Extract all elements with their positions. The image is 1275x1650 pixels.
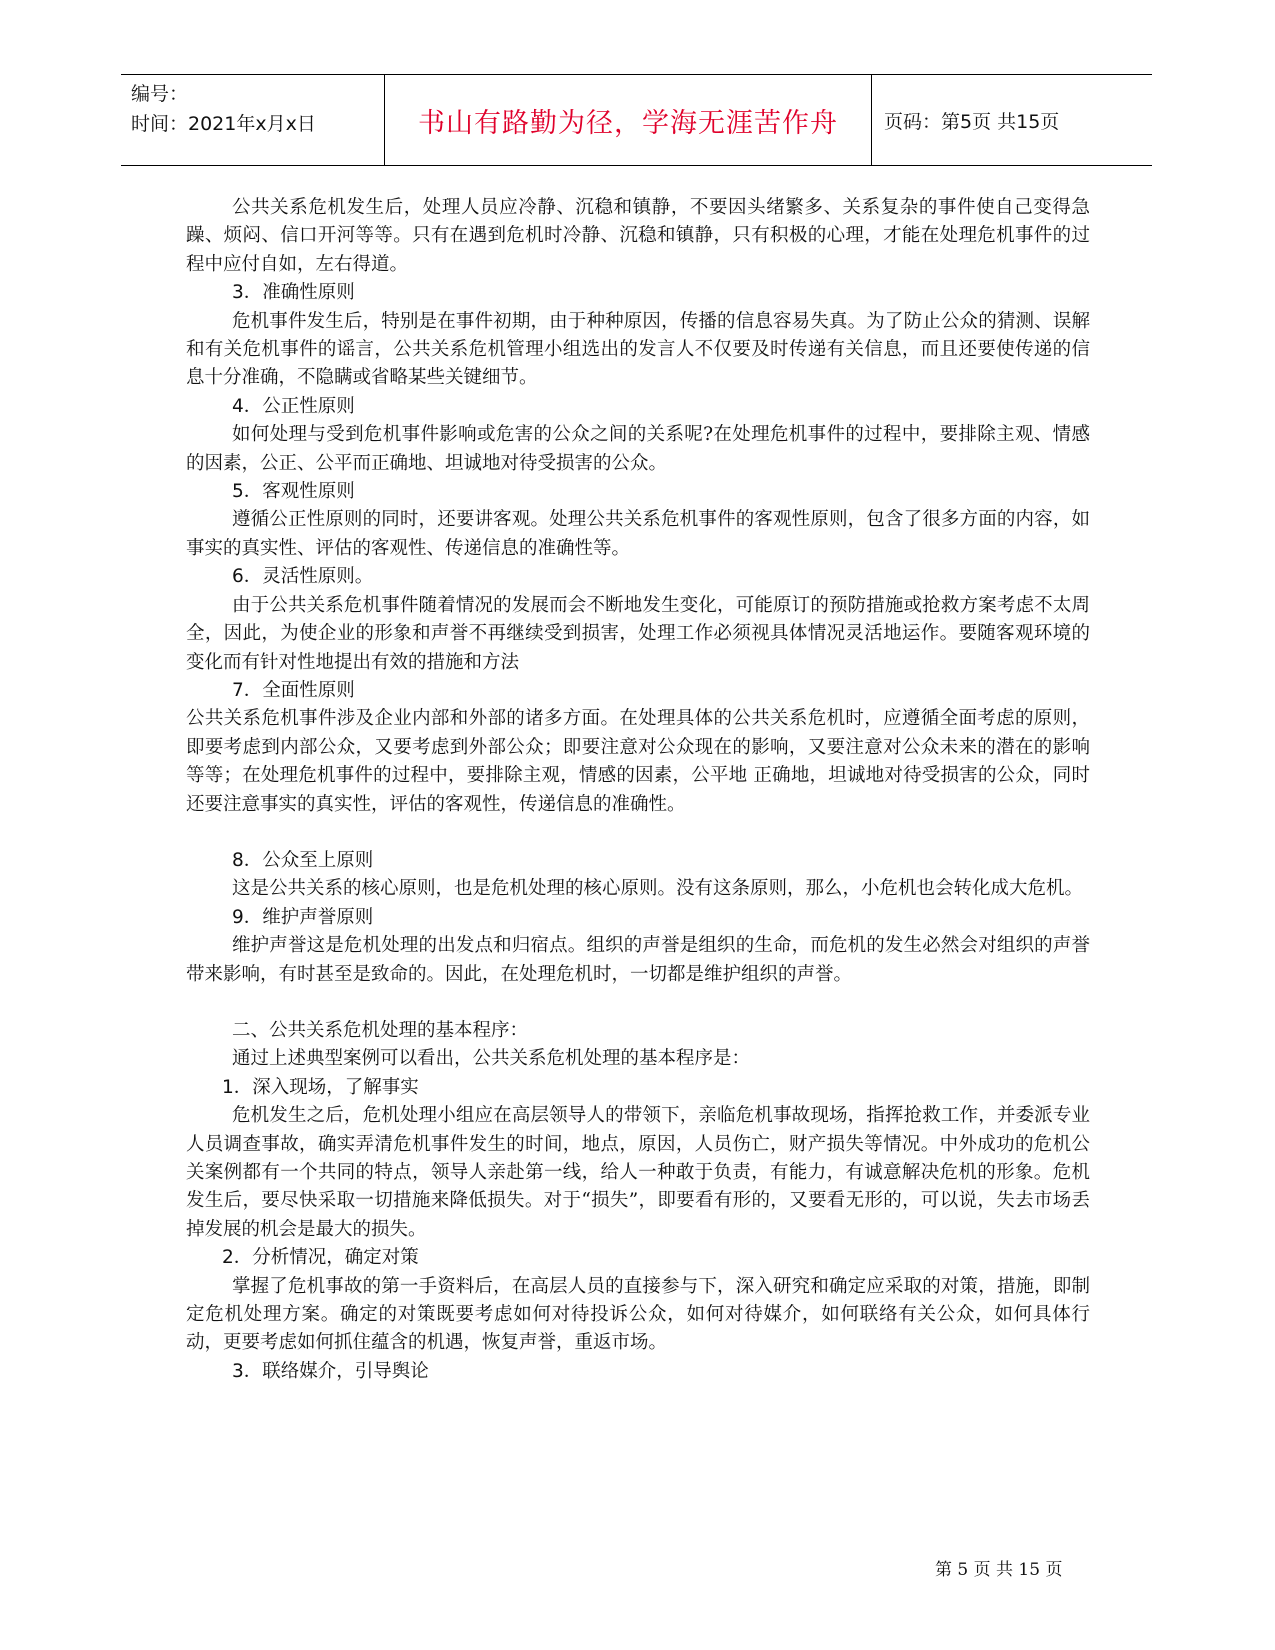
body-paragraph: 这是公共关系的核心原则，也是危机处理的核心原则。没有这条原则，那么，小危机也会转化成大危机。 (232, 878, 1084, 900)
section-heading: 5．客观性原则 (232, 481, 355, 503)
section-heading: 3．准确性原则 (232, 282, 355, 304)
page-header (121, 74, 1152, 166)
section-heading: 8．公众至上原则 (232, 849, 374, 871)
page-footer: 第 5 页 共 15 页 (935, 1560, 1063, 1580)
section-heading: 6．灵活性原则。 (232, 566, 374, 588)
section-heading: 4．公正性原则 (232, 395, 355, 417)
section-heading: 3．联络媒介，引导舆论 (232, 1360, 429, 1382)
body-paragraph: 通过上述典型案例可以看出，公共关系危机处理的基本程序是： (232, 1048, 751, 1070)
paragraph-gap (186, 989, 1090, 1017)
section-heading: 二、公共关系危机处理的基本程序： (232, 1019, 529, 1041)
section-heading: 1．深入现场，了解事实 (222, 1076, 419, 1098)
section-heading: 2．分析情况，确定对策 (222, 1247, 419, 1269)
body-paragraph: 如何处理与受到危机事件影响或危害的公众之间的关系呢?在处理危机事件的过程中，要排除主观、情感的因素，公正、公平而正确地、坦诚地对待受损害的公众。 (186, 424, 1090, 474)
body-paragraph: 遵循公正性原则的同时，还要讲客观。处理公共关系危机事件的客观性原则，包含了很多方面的内容，如事实的真实性、评估的客观性、传递信息的准确性等。 (186, 509, 1090, 559)
body-paragraph: 由于公共关系危机事件随着情况的发展而会不断地发生变化，可能原订的预防措施或抢救方案考虑不太周全，因此，为使企业的形象和声誉不再继续受到损害，处理工作必须视具体情况灵活地运作。要随客观环境的变化而有针对性地提出有效的措施和方法 (186, 594, 1090, 673)
number-label: 编号： (131, 83, 189, 105)
document-body (186, 194, 1090, 1386)
paragraph-gap (186, 819, 1090, 847)
header-left-cell (121, 75, 385, 165)
header-page-code: 页码：第5页 共15页 (884, 110, 1060, 133)
body-paragraph: 公共关系危机事件涉及企业内部和外部的诸多方面。在处理具体的公共关系危机时，应遵循全面考虑的原则，即要考虑到内部公众，又要考虑到外部公众；即要注意对公众现在的影响，又要注意对公众未来的潜在的影响等等；在处理危机事件的过程中，要排除主观，情感的因素，公平地 正确地，坦诚地对待受损害的公众，同时还要注意事实的真实性，评估的客观性，传递信息的准确性。 (186, 708, 1090, 815)
header-motto: 书山有路勤为径，学海无涯苦作舟 (385, 75, 872, 165)
body-paragraph: 危机发生之后，危机处理小组应在高层领导人的带领下，亲临危机事故现场，指挥抢救工作，并委派专业人员调查事故，确实弄清危机事件发生的时间，地点，原因，人员伤亡，财产损失等情况。中外成功的危机公关案例都有一个共同的特点，领导人亲赴第一线，给人一种敢于负责，有能力，有诚意解决危机的形象。危机发生后，要尽快采取一切措施来降低损失。对于“损失”，即要看有形的，又要看无形的，可以说，失去市场丢掉发展的机会是最大的损失。 (186, 1105, 1090, 1240)
body-paragraph: 维护声誉这是危机处理的出发点和归宿点。组织的声誉是组织的生命，而危机的发生必然会对组织的声誉带来影响，有时甚至是致命的。因此，在处理危机时，一切都是维护组织的声誉。 (186, 935, 1090, 985)
body-paragraph: 危机事件发生后，特别是在事件初期，由于种种原因，传播的信息容易失真。为了防止公众的猜测、误解和有关危机事件的谣言，公共关系危机管理小组选出的发言人不仅要及时传递有关信息，而且还要使传递的信息十分准确，不隐瞒或省略某些关键细节。 (186, 310, 1090, 389)
body-paragraph: 掌握了危机事故的第一手资料后，在高层人员的直接参与下，深入研究和确定应采取的对策，措施，即制定危机处理方案。确定的对策既要考虑如何对待投诉公众，如何对待媒介，如何联络有关公众，如何具体行动，更要考虑如何抓住蕴含的机遇，恢复声誉，重返市场。 (186, 1275, 1090, 1354)
section-heading: 7．全面性原则 (232, 679, 355, 701)
time-label: 时间：2021年x月x日 (131, 113, 316, 135)
body-paragraph: 公共关系危机发生后，处理人员应冷静、沉稳和镇静，不要因头绪繁多、关系复杂的事件使自己变得急躁、烦闷、信口开河等等。只有在遇到危机时冷静、沉稳和镇静，只有积极的心理，才能在处理危机事件的过程中应付自如，左右得道。 (186, 197, 1090, 275)
section-heading: 9．维护声誉原则 (232, 906, 374, 928)
